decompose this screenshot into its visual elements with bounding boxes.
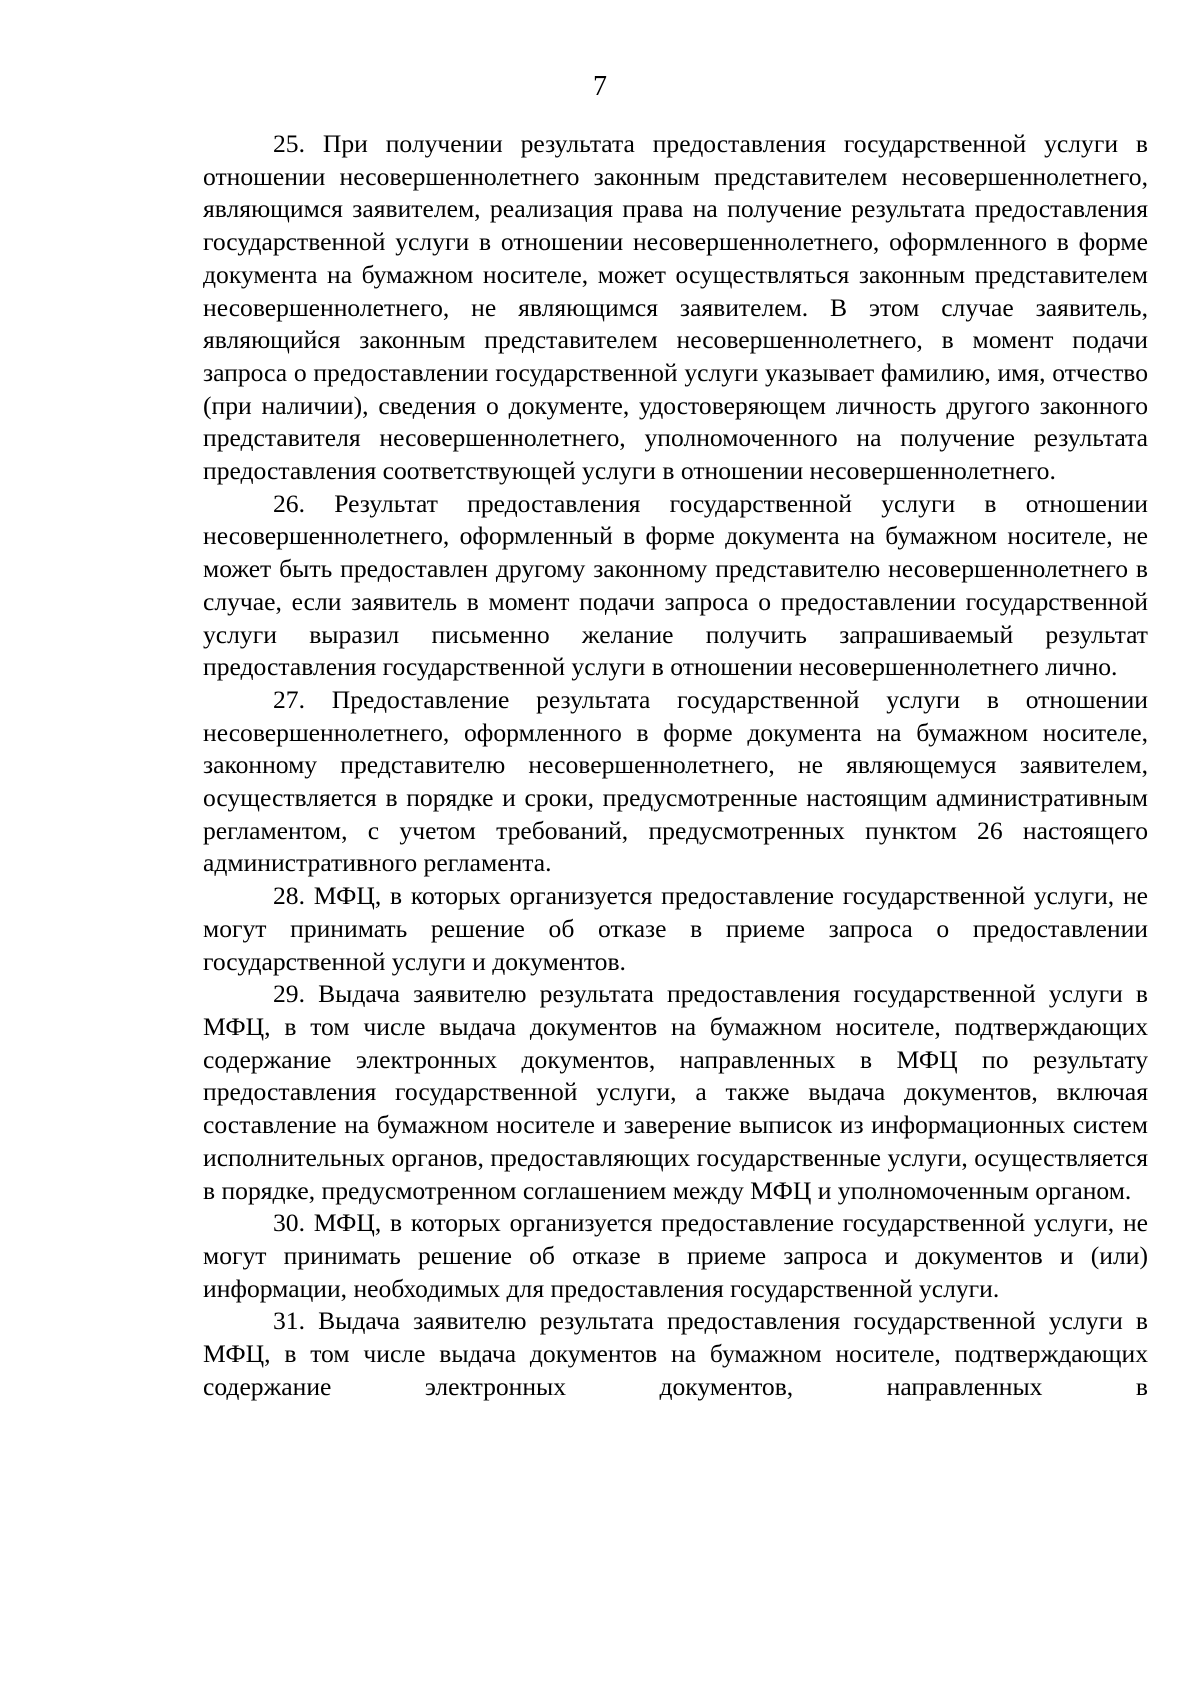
paragraph-26: 26. Результат предоставления государственной услуги в отношении несовершеннолетнего, оформленный в форме документа на бумажном носителе, не может быть предоставлен другому законному представителю несовершеннолетнего в случае, если заявитель в момент подачи запроса о предоставлении государственной услуги выразил письменно желание получить запрашиваемый результат предоставления государственной услуги в отношении несовершеннолетнего лично. bbox=[203, 488, 1148, 682]
paragraph-31: 31. Выдача заявителю результата предоставления государственной услуги в МФЦ, в том числе выдача документов на бумажном носителе, подтверждающих содержание электронных документов, направленных в bbox=[203, 1306, 1148, 1401]
paragraph-25: 25. При получении результата предоставления государственной услуги в отношении несовершеннолетнего законным представителем несовершеннолетнего, являющимся заявителем, реализация права на получение результата предоставления государственной услуги в отношении несовершеннолетнего, оформленного в форме документа на бумажном носителе, может осуществляться законным представителем несовершеннолетнего, не являющимся заявителем. В этом случае заявитель, являющийся законным представителем несовершеннолетнего, в момент подачи запроса о предоставлении государственной услуги указывает фамилию, имя, отчество (при наличии), сведения о документе, удостоверяющем личность другого законного представителя несовершеннолетнего, уполномоченного на получение результата предоставления соответствующей услуги в отношении несовершеннолетнего. bbox=[203, 129, 1148, 486]
paragraph-29: 29. Выдача заявителю результата предоставления государственной услуги в МФЦ, в том числе выдача документов на бумажном носителе, подтверждающих содержание электронных документов, направленных в МФЦ по результату предоставления государственной услуги, а также выдача документов, включая составление на бумажном носителе и заверение выписок из информационных систем исполнительных органов, предоставляющих государственные услуги, осуществляется в порядке, предусмотренном соглашением между МФЦ и уполномоченным органом. bbox=[203, 979, 1148, 1205]
paragraph-27: 27. Предоставление результата государственной услуги в отношении несовершеннолетнего, оформленного в форме документа на бумажном носителе, законному представителю несовершеннолетнего, не являющемуся заявителем, осуществляется в порядке и сроки, предусмотренные настоящим административным регламентом, с учетом требований, предусмотренных пунктом 26 настоящего административного регламента. bbox=[203, 684, 1148, 878]
paragraph-30: 30. МФЦ, в которых организуется предоставление государственной услуги, не могут принимать решение об отказе в приеме запроса и документов и (или) информации, необходимых для предоставления государственной услуги. bbox=[203, 1208, 1148, 1303]
paragraph-28: 28. МФЦ, в которых организуется предоставление государственной услуги, не могут принимать решение об отказе в приеме запроса о предоставлении государственной услуги и документов. bbox=[203, 881, 1148, 976]
page-number: 7 bbox=[593, 71, 607, 102]
document-body bbox=[203, 128, 1148, 1403]
